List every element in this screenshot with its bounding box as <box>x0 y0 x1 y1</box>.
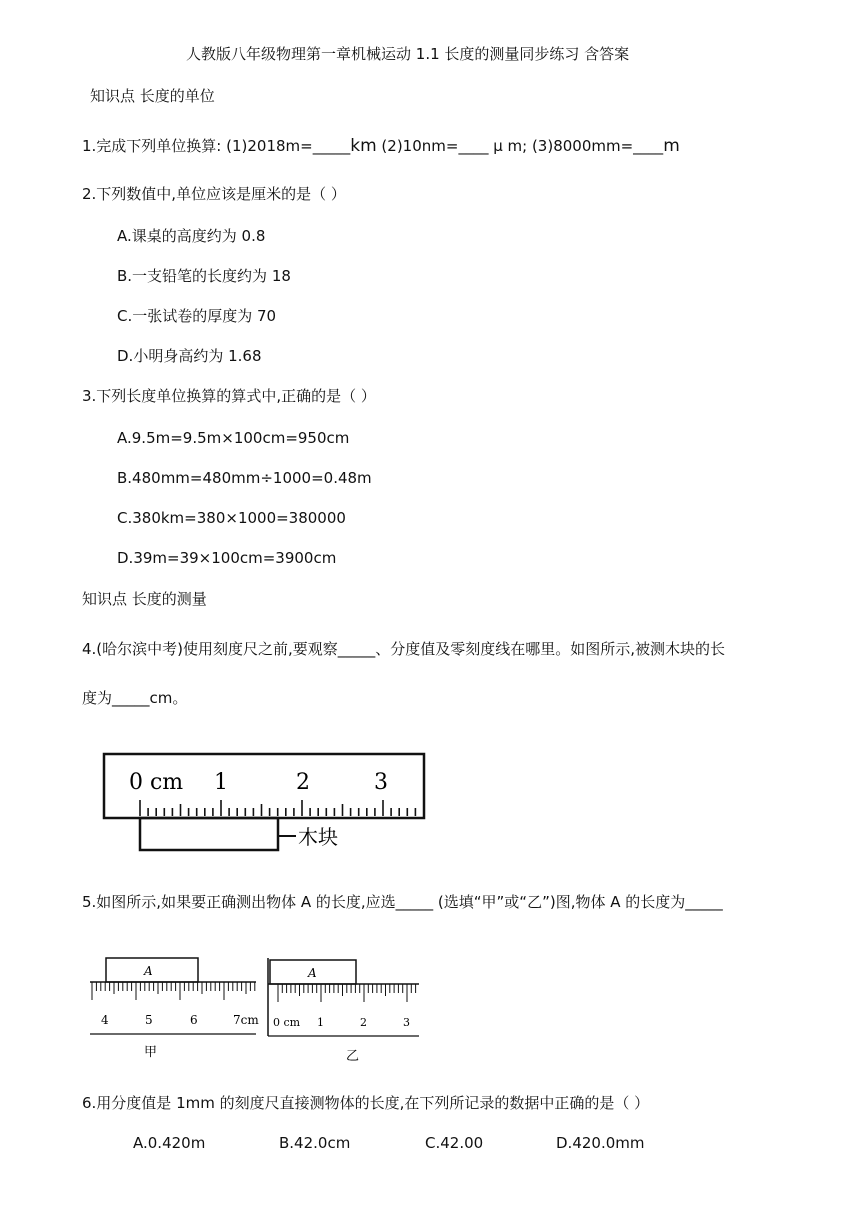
yi-label-0: 0 cm <box>273 1016 301 1029</box>
question-2-option-c: C.一张试卷的厚度为 70 <box>117 307 277 325</box>
question-6-option-c: C.42.00 <box>425 1134 484 1152</box>
question-1-unit-m: m <box>663 136 680 156</box>
section-heading-units: 知识点 长度的单位 <box>90 87 215 105</box>
caption-jia: 甲 <box>144 1045 158 1060</box>
ruler-label-3: 3 <box>374 770 388 795</box>
question-4-line-1: 4.(哈尔滨中考)使用刻度尺之前,要观察_____、分度值及零刻度线在哪里。如图所示,被测木块的长 <box>82 640 726 658</box>
question-6-stem: 6.用分度值是 1mm 的刻度尺直接测物体的长度,在下列所记录的数据中正确的是（ ） <box>82 1094 650 1112</box>
question-1-part-b: (2)10nm=____ μ m; (3)8000mm=____ <box>376 137 664 155</box>
yi-label-2: 2 <box>360 1016 367 1029</box>
question-6-option-a: A.0.420m <box>133 1134 206 1152</box>
question-4-line-2: 度为_____cm。 <box>82 689 188 707</box>
question-3-option-a: A.9.5m=9.5m×100cm=950cm <box>117 429 350 447</box>
jia-label-7: 7cm <box>233 1013 259 1027</box>
jia-label-4: 4 <box>101 1013 109 1027</box>
question-3-option-c: C.380km=380×1000=380000 <box>117 509 346 527</box>
ruler-ticks-jia <box>92 982 255 1000</box>
ruler-figure-1 <box>96 744 436 856</box>
question-3-option-b: B.480mm=480mm÷1000=0.48m <box>117 469 372 487</box>
ruler-label-2: 2 <box>296 770 310 795</box>
question-3-stem: 3.下列长度单位换算的算式中,正确的是（ ） <box>82 387 376 405</box>
object-a-yi-label: A <box>308 966 317 980</box>
question-2-option-b: B.一支铅笔的长度约为 18 <box>117 267 291 285</box>
caption-yi: 乙 <box>346 1049 360 1064</box>
question-5-stem: 5.如图所示,如果要正确测出物体 A 的长度,应选_____ (选填“甲”或“乙”)图,物体 A 的长度为_____ <box>82 893 723 911</box>
question-1-part-a: 1.完成下列单位换算: (1)2018m=_____ <box>82 137 351 155</box>
ruler-label-0: 0 cm <box>129 770 184 795</box>
question-2-stem: 2.下列数值中,单位应该是厘米的是（ ） <box>82 185 346 203</box>
ruler-label-1: 1 <box>214 770 228 795</box>
question-2-option-d: D.小明身高约为 1.68 <box>117 347 262 365</box>
ruler-figure-yi <box>264 954 426 1064</box>
object-a-jia-label: A <box>144 964 153 978</box>
section-heading-measurement: 知识点 长度的测量 <box>82 590 207 608</box>
question-6-option-b: B.42.0cm <box>279 1134 351 1152</box>
ruler-figure-jia <box>86 954 262 1064</box>
question-2-option-a: A.课桌的高度约为 0.8 <box>117 227 266 245</box>
ruler-ticks <box>140 800 415 816</box>
yi-label-3: 3 <box>403 1016 410 1029</box>
jia-label-6: 6 <box>190 1013 198 1027</box>
document-title: 人教版八年级物理第一章机械运动 1.1 长度的测量同步练习 含答案 <box>186 45 630 63</box>
question-6-option-d: D.420.0mm <box>556 1134 645 1152</box>
question-1-unit-km: km <box>350 136 377 156</box>
question-1 <box>82 136 680 156</box>
yi-label-1: 1 <box>317 1016 324 1029</box>
question-3-option-d: D.39m=39×100cm=3900cm <box>117 549 337 567</box>
block-label: 木块 <box>298 825 338 849</box>
jia-label-5: 5 <box>145 1013 153 1027</box>
wooden-block <box>140 818 278 850</box>
ruler-ticks-yi <box>278 984 416 1002</box>
